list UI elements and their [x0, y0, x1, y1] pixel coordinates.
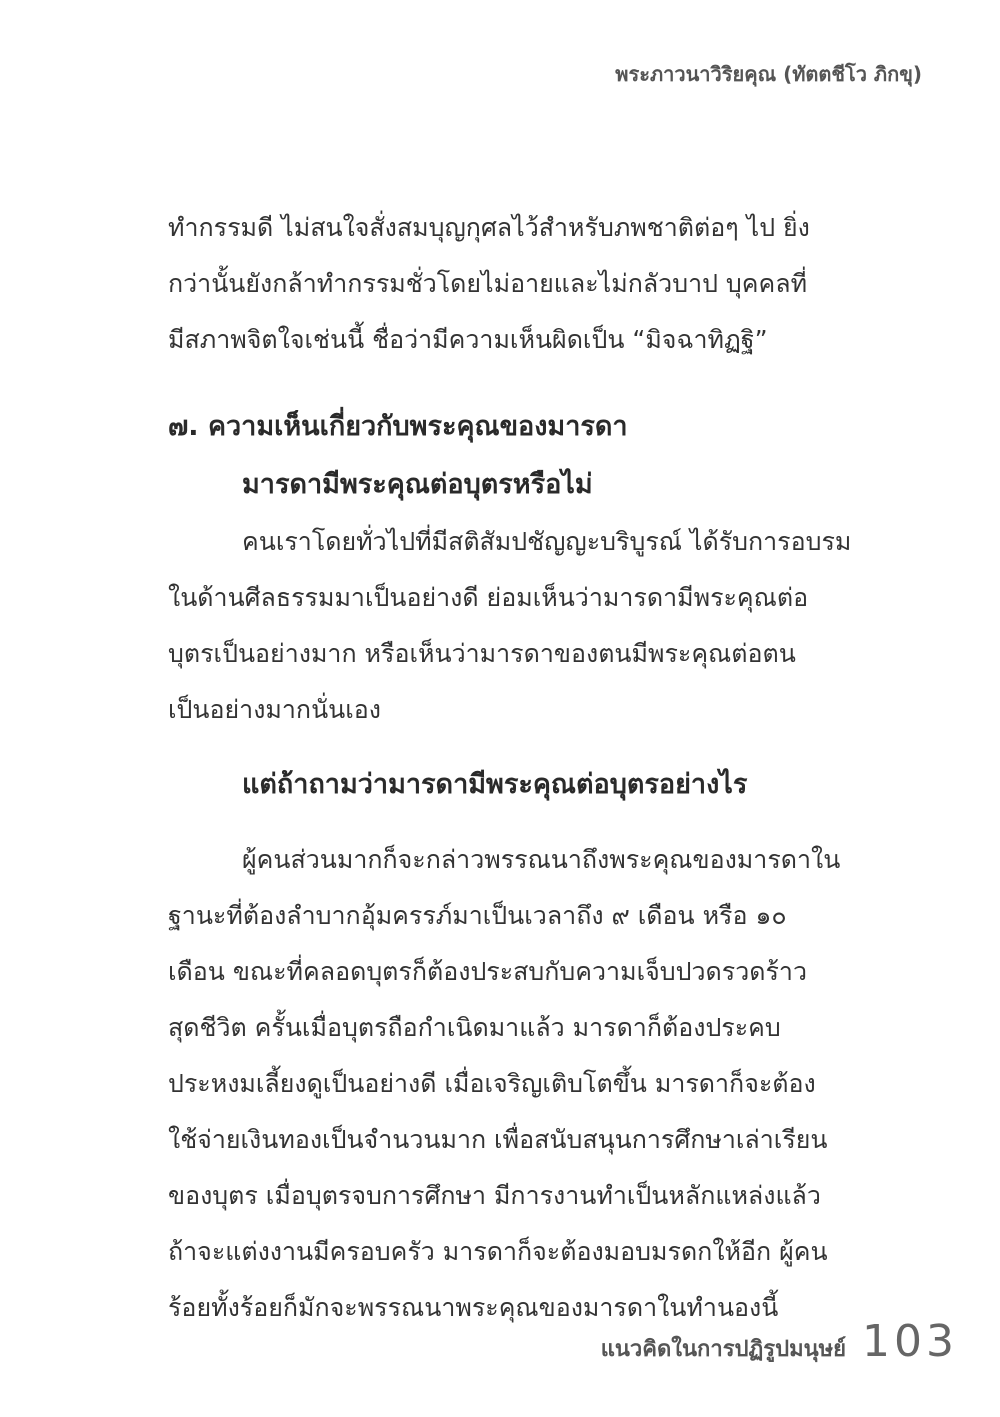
- paragraph-line: ของบุตร เมื่อบุตรจบการศึกษา มีการงานทำเป็นหลักแหล่งแล้ว: [168, 1181, 821, 1210]
- page-number: 103: [862, 1316, 958, 1367]
- paragraph-line: ในด้านศีลธรรมมาเป็นอย่างดี ย่อมเห็นว่ามารดามีพระคุณต่อ: [168, 583, 809, 612]
- paragraph-line: เดือน ขณะที่คลอดบุตรก็ต้องประสบกับความเจ็บปวดรวดร้าว: [168, 957, 807, 986]
- paragraph-line: ถ้าจะแต่งงานมีครอบครัว มารดาก็จะต้องมอบมรดกให้อีก ผู้คน: [168, 1237, 828, 1266]
- paragraph-line: ร้อยทั้งร้อยก็มักจะพรรณนาพระคุณของมารดาในทำนองนี้: [168, 1293, 779, 1322]
- subheading: แต่ถ้าถามว่ามารดามีพระคุณต่อบุตรอย่างไร: [242, 769, 748, 800]
- paragraph-line: ใช้จ่ายเงินทองเป็นจำนวนมาก เพื่อสนับสนุนการศึกษาเล่าเรียน: [168, 1125, 828, 1154]
- paragraph-line: มีสภาพจิตใจเช่นนี้ ชื่อว่ามีความเห็นผิดเป็น “มิจฉาทิฏฐิ”: [168, 325, 768, 354]
- subheading: มารดามีพระคุณต่อบุตรหรือไม่: [242, 469, 593, 500]
- section-heading: ๗. ความเห็นเกี่ยวกับพระคุณของมารดา: [168, 411, 628, 442]
- paragraph-line: บุตรเป็นอย่างมาก หรือเห็นว่ามารดาของตนมีพระคุณต่อตน: [168, 639, 796, 668]
- page-footer: [601, 1316, 958, 1367]
- paragraph-line: สุดชีวิต ครั้นเมื่อบุตรถือกำเนิดมาแล้ว มารดาก็ต้องประคบ: [168, 1013, 781, 1042]
- page-content: [168, 200, 868, 1336]
- paragraph-line: ผู้คนส่วนมากก็จะกล่าวพรรณนาถึงพระคุณของมารดาใน: [242, 845, 841, 874]
- footer-book-title: แนวคิดในการปฏิรูปมนุษย์: [600, 1337, 847, 1362]
- paragraph-line: ประหงมเลี้ยงดูเป็นอย่างดี เมื่อเจริญเติบโตขึ้น มารดาก็จะต้อง: [168, 1069, 816, 1098]
- running-header: พระภาวนาวิริยคุณ (ทัตตชีโว ภิกขุ): [615, 62, 922, 86]
- paragraph-line: คนเราโดยทั่วไปที่มีสติสัมปชัญญะบริบูรณ์ ได้รับการอบรม: [242, 527, 852, 556]
- paragraph-line: ทำกรรมดี ไม่สนใจสั่งสมบุญกุศลไว้สำหรับภพชาติต่อๆ ไป ยิ่ง: [168, 213, 810, 242]
- paragraph-line: กว่านั้นยังกล้าทำกรรมชั่วโดยไม่อายและไม่กลัวบาป บุคคลที่: [168, 269, 808, 298]
- paragraph-line: ฐานะที่ต้องลำบากอุ้มครรภ์มาเป็นเวลาถึง ๙ เดือน หรือ ๑๐: [168, 901, 787, 930]
- paragraph-line: เป็นอย่างมากนั่นเอง: [168, 695, 382, 724]
